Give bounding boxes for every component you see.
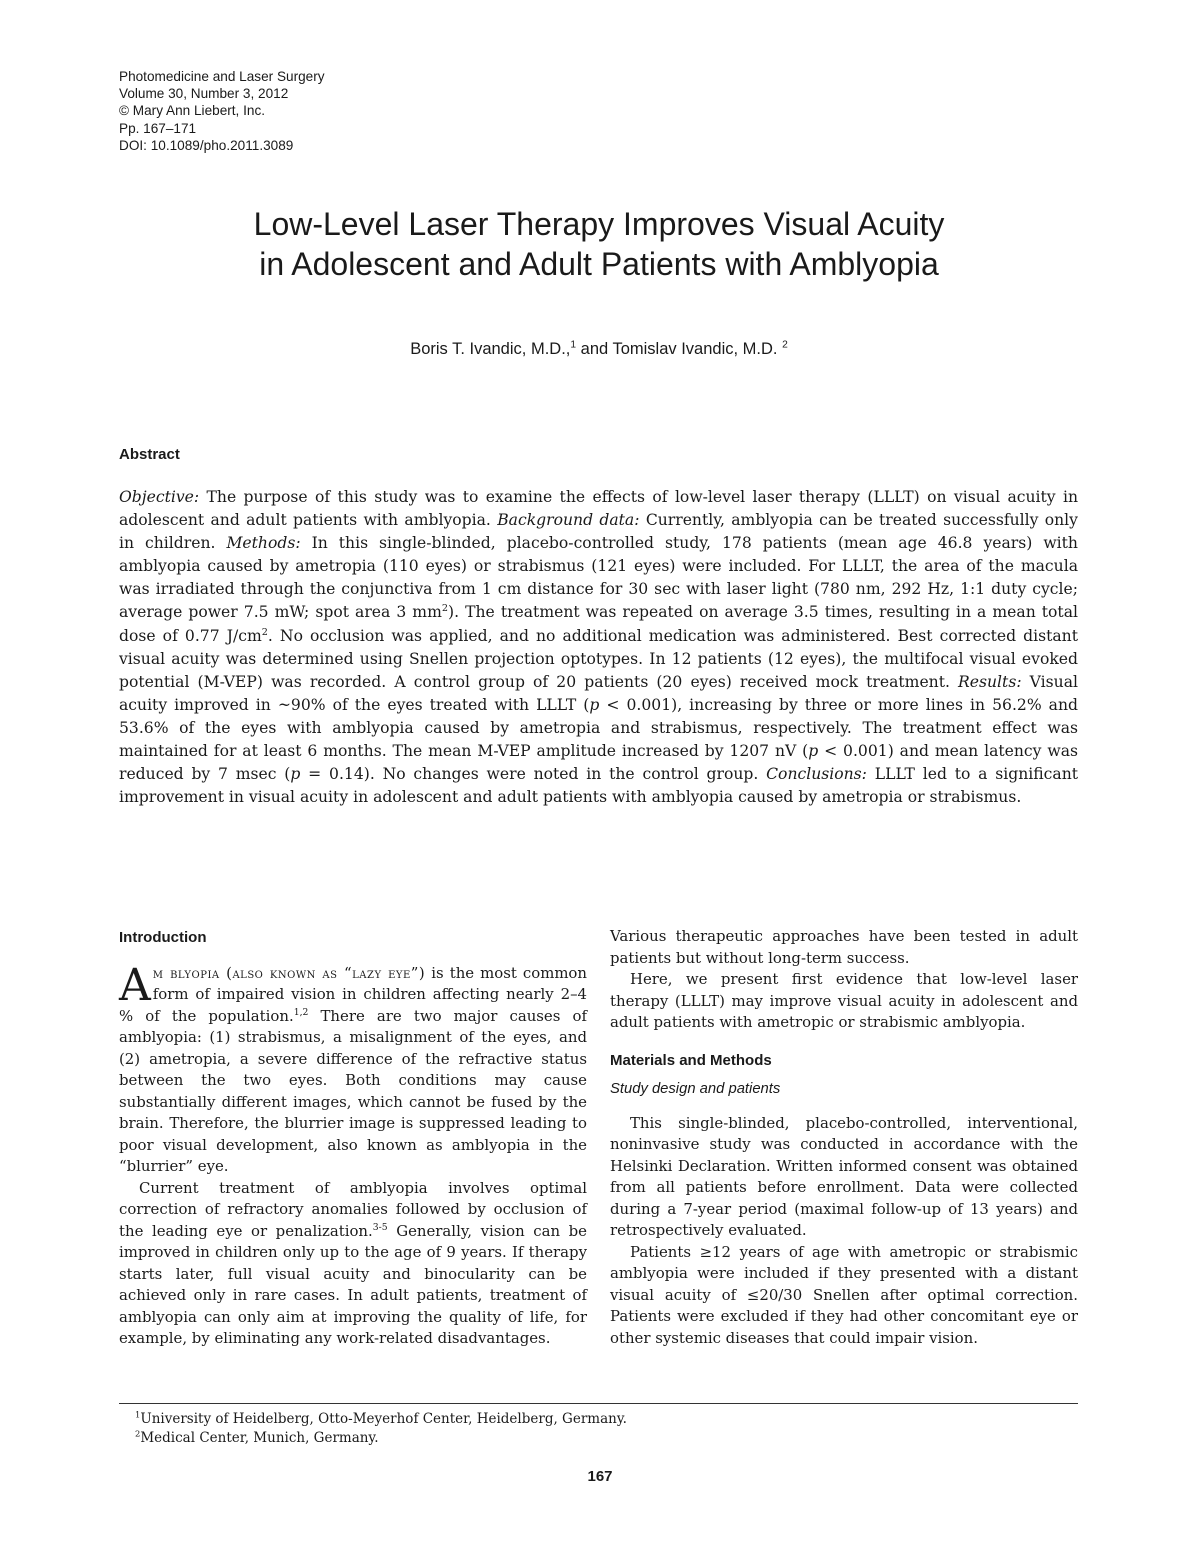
conclusions-text: LLLT led to a significant improvement in visual acuity in adolescent and adult patients with amblyopia caused by ametropia or strabismus. [119,765,1078,807]
results-text-1: Visual acuity improved in ~90% of the eyes treated with LLLT ( [119,672,1078,714]
author-2-affiliation: 2 [782,339,788,351]
methods-superscript-2: 2 [261,626,268,638]
footnote-text: Medical Center, Munich, Germany. [140,1430,379,1446]
p-symbol: p [290,765,301,784]
footnote-divider [119,1403,1078,1404]
journal-copyright: © Mary Ann Liebert, Inc. [119,103,266,119]
intro-text: There are two major causes of amblyopia: (1) strabismus, a misalignment of the eyes, and (2) ametropia, a severe difference of the refractive status between the two eyes. Both conditions may cause substantially different images, which cannot be fused by the brain. Therefore, the blurrier image is suppressed leading to poor visual development, also known as amblyopia in the “blurrier” eye. [119,1006,587,1175]
objective-label: Objective: [119,488,200,506]
study-design-subheading: Study design and patients [610,1081,781,1097]
p-symbol: p [589,695,600,714]
left-column [119,927,587,1350]
introduction-heading: Introduction [119,929,207,946]
background-text: Currently, amblyopia can be treated successfully only in children. [119,511,1078,553]
results-label: Results: [958,672,1022,691]
intro-paragraph-3: Various therapeutic approaches have been tested in adult patients but without long-term success. [610,927,1078,967]
citation: 1,2 [293,1006,309,1018]
conclusions-label: Conclusions: [766,765,867,784]
article-title [120,204,1078,284]
lead-small-caps: m blyopia (also known as “lazy eye”) [152,963,426,982]
right-column [610,926,1078,1349]
methods-paragraph-1: This single-blinded, placebo-controlled, interventional, noninvasive study was conducted in accordance with the Helsinki Declaration. Written informed consent was obtained from all patients before enrollment. Data were collected during a 7-year period (maximal follow-up of 13 years) and retrospectively evaluated. [610,1113,1078,1239]
author-1: Boris T. Ivandic, M.D., [410,340,571,358]
methods-superscript-1: 2 [441,603,449,615]
footnote-marker: 2 [135,1428,141,1439]
author-1-affiliation: 1 [570,339,577,351]
title-line-2: in Adolescent and Adult Patients with Amblyopia [259,246,939,282]
footnote-text: University of Heidelberg, Otto-Meyerhof Center, Heidelberg, Germany. [140,1411,627,1427]
journal-volume: Volume 30, Number 3, 2012 [119,86,289,102]
abstract-body [119,486,1078,809]
methods-text-1: In this single-blinded, placebo-controlled study, 178 patients (mean age 46.8 years) with amblyopia caused by ametropia (110 eyes) or strabismus (121 eyes) were included. For LLLT, the area of the macula was irradiated through the conjunctiva from 1 cm distance for 30 sec with laser light (780 nm, 292 Hz, 1:1 duty cycle; average power 7.5 mW; spot area 3 mm [119,534,1078,622]
results-text-3: < 0.001) and mean latency was reduced by 7 msec ( [119,742,1078,784]
results-text-2: < 0.001), increasing by three or more lines in 56.2% and 53.6% of the eyes with amblyopia caused by ametropia and strabismus, respectively. The treatment effect was maintained for at least 6 months. The mean M-VEP amplitude increased by 1207 nV ( [119,695,1078,761]
methods-label: Methods: [226,534,301,553]
page-number: 167 [587,1468,613,1485]
author-line [120,340,1078,359]
journal-pages: Pp. 167–171 [119,120,197,136]
intro-paragraph-1 [119,959,587,1178]
citation: 3-5 [372,1221,388,1233]
journal-header [119,68,325,154]
footnotes [135,1410,627,1448]
abstract-heading: Abstract [119,446,180,463]
drop-cap: A [119,959,151,1011]
author-connector: and Tomislav Ivandic, M.D. [576,340,783,358]
background-label: Background data: [497,511,640,530]
methods-heading: Materials and Methods [610,1051,772,1069]
footnote-marker: 1 [135,1409,141,1420]
methods-text-3: . No occlusion was applied, and no additional medication was administered. Best corrected distant visual acuity was determined using Snellen projection optotypes. In 12 patients (12 eyes), the multifocal visual evoked potential (M-VEP) was recorded. A control group of 20 patients (20 eyes) received mock treatment. [119,626,1078,691]
journal-name: Photomedicine and Laser Surgery [119,69,325,84]
objective-text: The purpose of this study was to examine the effects of low-level laser therapy (LLLT) on visual acuity in adolescent and adult patients with amblyopia. [119,488,1078,530]
title-line-1: Low-Level Laser Therapy Improves Visual Acuity [253,206,945,242]
intro-text: is the most common form of impaired vision in children affecting nearly 2–4 % of the population. [119,963,587,1025]
intro-paragraph-2 [119,1178,587,1350]
intro-paragraph-4: Here, we present first evidence that low-level laser therapy (LLLT) may improve visual acuity in adolescent and adult patients with ametropic or strabismic amblyopia. [610,970,1078,1031]
intro-text: Current treatment of amblyopia involves optimal correction of refractory anomalies followed by occlusion of the leading eye or penalization. [119,1178,587,1240]
p-symbol: p [808,742,819,761]
results-text-4: = 0.14). No changes were noted in the control group. [300,765,767,784]
methods-paragraph-2: Patients ≥12 years of age with ametropic or strabismic amblyopia were included if they presented with a distant visual acuity of ≤20/30 Snellen after optimal correction. Patients were excluded if they had other concomitant eye or other systemic diseases that could impair vision. [610,1242,1078,1347]
journal-doi: DOI: 10.1089/pho.2011.3089 [119,137,294,153]
intro-text: Generally, vision can be improved in children only up to the age of 9 years. If therapy starts later, full visual acuity and binocularity can be achieved only in rare cases. In adult patients, treatment of amblyopia can only aim at improving the quality of life, for example, by eliminating any work-related disadvantages. [119,1221,587,1347]
methods-text-2: ). The treatment was repeated on average 3.5 times, resulting in a mean total dose of 0.77 J/cm [119,603,1078,645]
footnote-2 [135,1429,627,1448]
footnote-1 [135,1410,627,1429]
